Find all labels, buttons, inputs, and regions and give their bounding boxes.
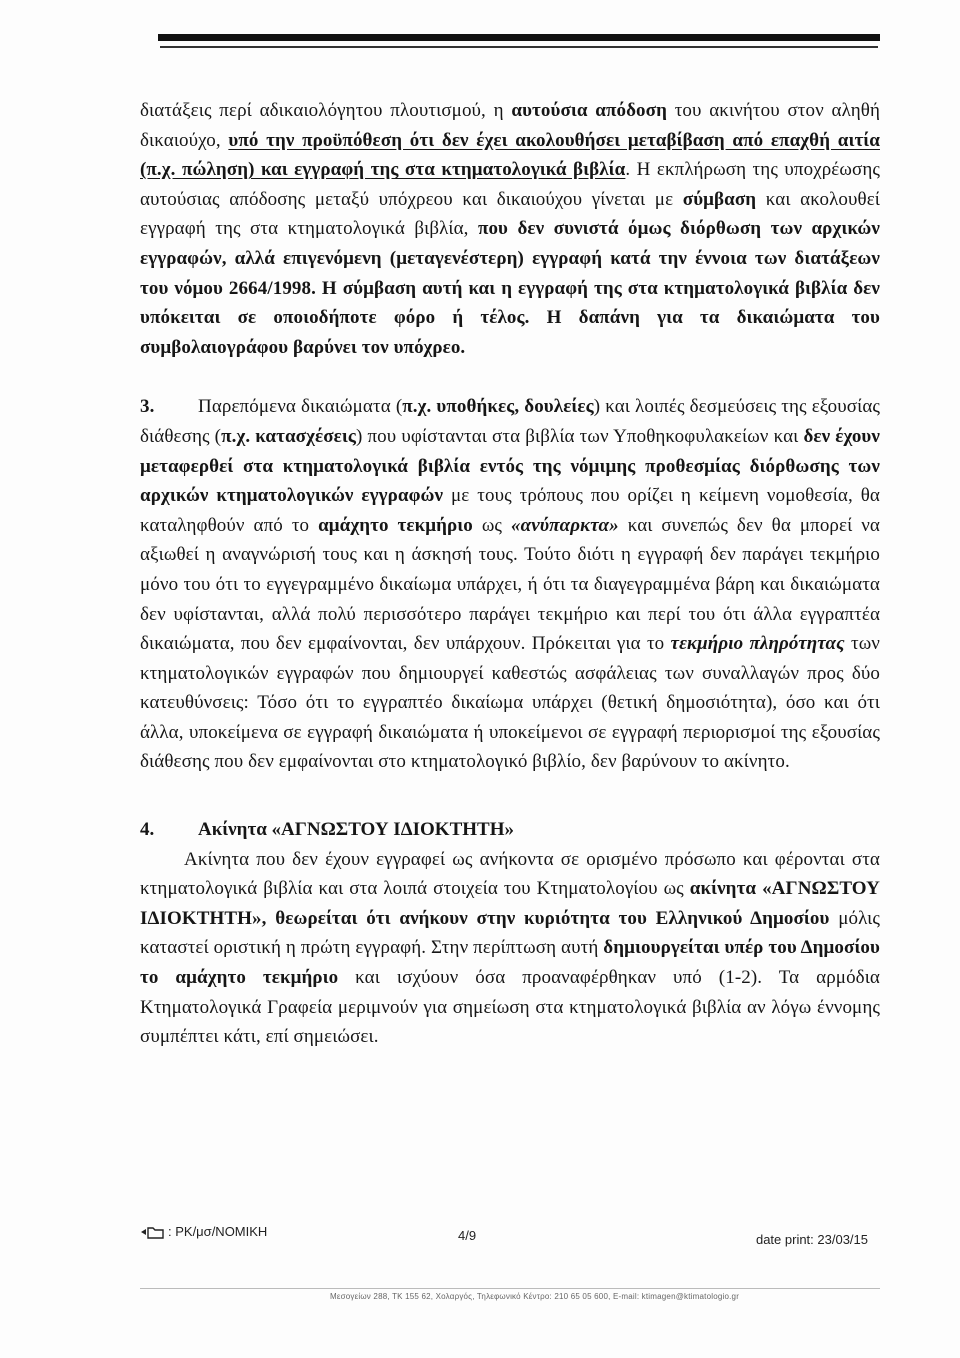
text: διατάξεις περί αδικαιολόγητου πλουτισμού, η (140, 100, 512, 121)
text-bold: δημιουργείται υπέρ του Δημοσίου το αμάχητο τεκμήριο (140, 937, 880, 989)
page-number: 4/9 (458, 1228, 477, 1243)
text: . Η εκπλήρωση της υποχρέωσης αυτούσιας απόδοσης μεταξύ υπόχρεου και δικαιούχου γίνεται με (140, 159, 880, 210)
paragraph-restitution (140, 96, 880, 362)
text-bold: π.χ. υποθήκες, δουλείες (402, 396, 594, 418)
text: και συνεπώς δεν θα μπορεί να αξιωθεί η αναγνώρισή τους και η άσκησή τους. Τούτο διότι η εγγραφή δεν παράγει τεκμήριο μόνο του ότι το εγγεγραμμένο δικαίωμα υπάρχει, ή ότι τα διαγεγραμμένα βάρη και δικαιώματα δεν υφίστανται, αλλά πολύ περισσότερο παράγει τεκμήριο και περί του ότι άλλα εγγραπτέα δικαιώματα, που δεν εμφαίνονται, δεν υπάρχουν. Πρόκειται για το (140, 514, 880, 655)
section-4-body (140, 845, 880, 1052)
text: και ακολουθεί εγγραφή της στα κτηματολογικά βιβλία, (140, 188, 881, 240)
text: ) που υφίστανται στα βιβλία των Υποθηκοφυλακείων και (355, 425, 804, 447)
page-footer (140, 1218, 880, 1258)
text-bold: δεν έχουν μεταφερθεί στα κτηματολογικά βιβλία εντός της νόμιμης προθεσμίας διόρθωσης των αρχικών κτηματολογικών εγγραφών (140, 425, 880, 507)
footer-ref-text: : PK/μσ/NOMIKH (168, 1224, 268, 1239)
text: του ακινήτου στον αληθή δικαιούχο, (140, 100, 881, 151)
document-body (140, 96, 880, 1052)
section-title: Ακίνητα «ΑΓΝΩΣΤΟΥ ΙΔΙΟΚΤΗΤΗ» (198, 819, 514, 841)
text-bold-italic: «ανύπαρκτα» (511, 514, 619, 536)
text: με τους τρόπους που ορίζει η κείμενη νομοθεσία, θα καταληφθούν από το (140, 485, 880, 536)
text-bold: αμάχητο τεκμήριο (318, 514, 473, 536)
header-rule (158, 34, 880, 41)
section-number: 3. (140, 396, 155, 418)
text: Παρεπόμενα δικαιώματα ( (198, 396, 403, 418)
section-number: 4. (140, 819, 155, 841)
footer-address: Μεσογείων 288, ΤΚ 155 62, Χολαργός, Τηλεφωνικό Κέντρο: 210 65 05 600, E-mail: ktimagen@ktimatologio.gr (330, 1292, 740, 1301)
text-bold: αυτούσια απόδοση (511, 100, 667, 121)
folder-icon (140, 1225, 164, 1239)
text: των κτηματολογικών εγγραφών που δημιουργεί καθεστώς ασφάλειας των συναλλαγών προς δύο κατευθύνσεις: Τόσο ότι το εγγραπτέο δικαίωμα υπάρχει (θετική δημοσιότητα), όσο και ότι άλλα, υποκείμενα σε εγγραφή δικαιώματα ή υποκείμενοι σε εγγραφή περιορισμοί της εξουσίας διάθεσης που δεν εμφαίνονται στο κτηματολογικό βιβλίο, δεν βαρύνουν το ακίνητο. (140, 633, 881, 773)
header-rule-thin (160, 46, 878, 48)
footer-rule (140, 1288, 880, 1289)
section-3 (140, 392, 880, 777)
text-bold-italic: τεκμήριο πληρότητας (670, 633, 845, 655)
text-bold-underlined: υπό την προϋπόθεση ότι δεν έχει ακολουθήσει μεταβίβαση από επαχθή αιτία (π.χ. πώληση) και εγγραφή της στα κτηματολογικά βιβλία (140, 129, 880, 181)
text: και ισχύουν όσα προαναφέρθηκαν υπό (1-2). Τα αρμόδια Κτηματολογικά Γραφεία μεριμνούν για σημείωση στα κτηματολογικά βιβλία αν λόγω έννομης συμπέπτει κάτι, επί σημειώσει. (140, 967, 880, 1048)
footer-reference (140, 1224, 267, 1239)
text-bold: σύμβαση (682, 188, 757, 210)
text: Ακίνητα που δεν έχουν εγγραφεί ως ανήκοντα σε ορισμένο πρόσωπο και φέρονται στα κτηματολογικά βιβλία και στα λοιπά στοιχεία του Κτηματολογίου ως (140, 848, 880, 900)
text-bold: ακίνητα «ΑΓΝΩΣΤΟΥ ΙΔΙΟΚΤΗΤΗ», θεωρείται ότι ανήκουν στην κυριότητα του Ελληνικού Δημοσίου (140, 878, 880, 929)
section-4-heading (140, 815, 880, 845)
text-bold: π.χ. κατασχέσεις (221, 425, 356, 447)
text: μόλις καταστεί οριστική η πρώτη εγγραφή. Στην περίπτωση αυτή (140, 907, 881, 959)
text-bold: που δεν συνιστά όμως διόρθωση των αρχικών εγγραφών, αλλά επιγενόμενη (μεταγενέστερη) εγγραφή κατά την έννοια των διατάξεων του νόμου 2664/1998. Η σύμβαση αυτή και η εγγραφή της στα κτηματολογικά βιβλία δεν υπόκειται σε οποιοδήποτε φόρο ή τέλος. Η δαπάνη για τα δικαιώματα του συμβολαιογράφου βαρύνει τον υπόχρεο. (140, 218, 880, 358)
print-date: date print: 23/03/15 (755, 1232, 868, 1247)
text: ως (472, 514, 511, 536)
text: ) και λοιπές δεσμεύσεις της εξουσίας διάθεσης ( (140, 396, 880, 447)
